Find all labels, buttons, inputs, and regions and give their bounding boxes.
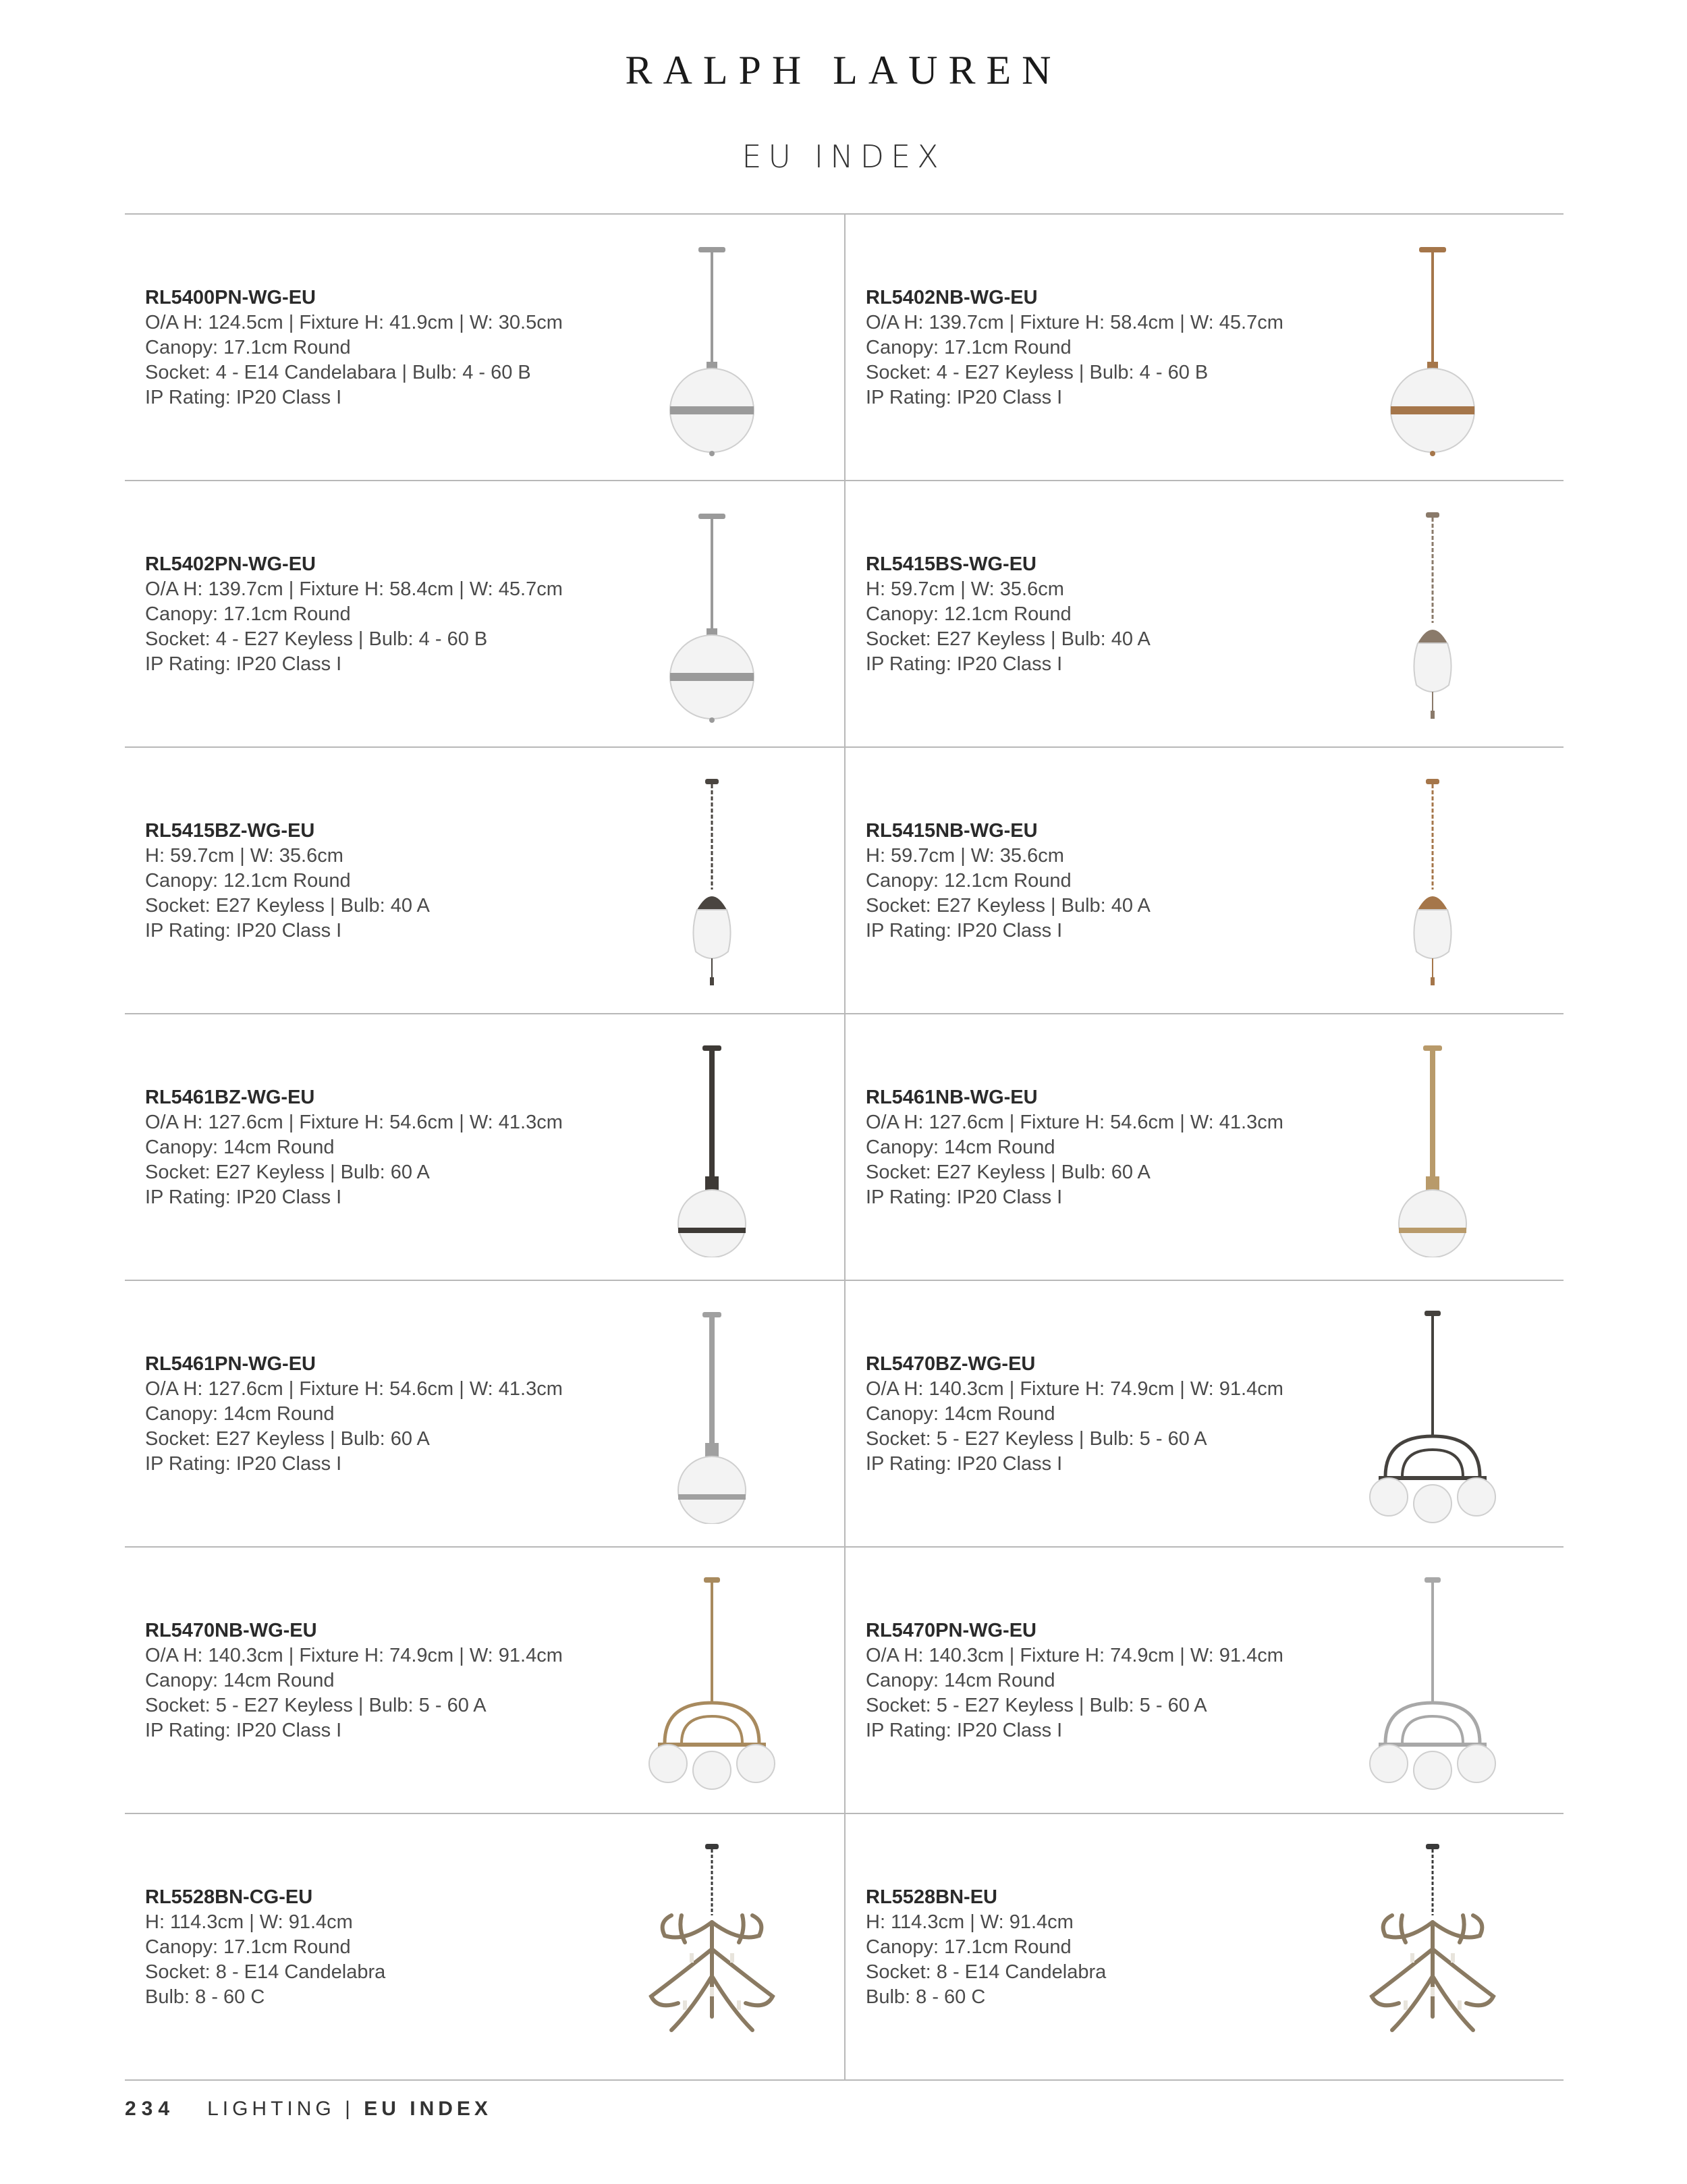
product-grid — [125, 213, 1564, 2080]
brand-logo: RALPH LAUREN — [625, 48, 1062, 92]
product-sku: RL5528BN-EU — [866, 1886, 997, 1908]
product-sku: RL5528BN-CG-EU — [145, 1886, 313, 1908]
product-spec — [866, 1085, 1283, 1210]
schoolhouse-pendant-icon — [1365, 775, 1500, 991]
spec-line: Socket: 5 - E27 Keyless | Bulb: 5 - 60 A — [145, 1695, 487, 1716]
schoolhouse-pendant-icon — [1365, 508, 1500, 724]
spec-line: Canopy: 14cm Round — [145, 1670, 335, 1691]
spec-line: IP Rating: IP20 Class I — [866, 1453, 1063, 1475]
spec-line: O/A H: 139.7cm | Fixture H: 58.4cm | W: 45.7cm — [866, 312, 1283, 333]
product-cell — [125, 215, 844, 480]
spec-line: Canopy: 14cm Round — [866, 1670, 1055, 1691]
antler-chandelier-icon — [644, 1841, 779, 2057]
product-cell — [846, 748, 1565, 1013]
spec-line: Canopy: 17.1cm Round — [866, 1936, 1072, 1958]
product-cell — [125, 1814, 844, 2079]
product-cell — [125, 1014, 844, 1280]
spec-line: Canopy: 17.1cm Round — [866, 337, 1072, 358]
product-sku: RL5415BS-WG-EU — [866, 553, 1036, 575]
spec-line: IP Rating: IP20 Class I — [866, 920, 1063, 941]
spec-line: H: 59.7cm | W: 35.6cm — [866, 845, 1064, 867]
spec-line: IP Rating: IP20 Class I — [145, 653, 342, 675]
product-cell — [125, 481, 844, 746]
spec-line: IP Rating: IP20 Class I — [866, 1186, 1063, 1208]
chandelier-icon — [1365, 1575, 1500, 1791]
spec-line: Socket: E27 Keyless | Bulb: 60 A — [145, 1428, 430, 1450]
spec-line: Socket: 5 - E27 Keyless | Bulb: 5 - 60 A — [866, 1695, 1207, 1716]
spec-line: IP Rating: IP20 Class I — [145, 1720, 342, 1741]
product-spec — [145, 1885, 385, 2010]
product-sku: RL5461PN-WG-EU — [145, 1353, 316, 1375]
chandelier-icon — [644, 1575, 779, 1791]
product-spec — [866, 552, 1151, 677]
rod-globe-pendant-icon — [1365, 1041, 1500, 1257]
spec-line: Socket: 4 - E14 Candelabara | Bulb: 4 - 60 B — [145, 362, 531, 383]
product-spec — [145, 1085, 563, 1210]
product-spec — [866, 819, 1151, 944]
spec-line: Canopy: 12.1cm Round — [866, 603, 1072, 625]
spec-line: O/A H: 140.3cm | Fixture H: 74.9cm | W: 91.4cm — [145, 1645, 563, 1666]
spec-line: Socket: E27 Keyless | Bulb: 60 A — [145, 1162, 430, 1183]
spec-line: O/A H: 124.5cm | Fixture H: 41.9cm | W: 30.5cm — [145, 312, 563, 333]
spec-line: H: 114.3cm | W: 91.4cm — [866, 1911, 1074, 1933]
product-spec — [145, 1618, 563, 1743]
spec-line: Socket: 8 - E14 Candelabra — [145, 1961, 386, 1983]
rod-globe-pendant-icon — [644, 1308, 779, 1524]
product-sku: RL5470NB-WG-EU — [145, 1620, 317, 1641]
spec-line: Canopy: 14cm Round — [866, 1137, 1055, 1158]
product-sku: RL5415NB-WG-EU — [866, 820, 1038, 842]
product-spec — [866, 1618, 1283, 1743]
product-sku: RL5470BZ-WG-EU — [866, 1353, 1036, 1375]
spec-line: H: 59.7cm | W: 35.6cm — [145, 845, 343, 867]
spec-line: IP Rating: IP20 Class I — [145, 1186, 342, 1208]
spec-line: IP Rating: IP20 Class I — [866, 1720, 1063, 1741]
product-cell — [846, 1014, 1565, 1280]
spec-line: Canopy: 12.1cm Round — [866, 870, 1072, 892]
spec-line: Socket: 8 - E14 Candelabra — [866, 1961, 1107, 1983]
product-sku: RL5400PN-WG-EU — [145, 287, 316, 308]
product-cell — [846, 1814, 1565, 2079]
globe-pendant-icon — [1365, 242, 1500, 458]
spec-line: IP Rating: IP20 Class I — [866, 387, 1063, 408]
product-sku: RL5415BZ-WG-EU — [145, 820, 315, 842]
spec-line: Canopy: 14cm Round — [145, 1137, 335, 1158]
spec-line: Canopy: 12.1cm Round — [145, 870, 351, 892]
product-spec — [145, 1352, 563, 1477]
spec-line: O/A H: 140.3cm | Fixture H: 74.9cm | W: 91.4cm — [866, 1645, 1283, 1666]
antler-chandelier-icon — [1365, 1841, 1500, 2057]
spec-line: Canopy: 14cm Round — [866, 1403, 1055, 1425]
spec-line: O/A H: 139.7cm | Fixture H: 58.4cm | W: 45.7cm — [145, 578, 563, 600]
product-sku: RL5461BZ-WG-EU — [145, 1087, 315, 1108]
product-spec — [866, 1352, 1283, 1477]
product-cell — [846, 481, 1565, 746]
schoolhouse-pendant-icon — [644, 775, 779, 991]
spec-line: Bulb: 8 - 60 C — [145, 1986, 265, 2008]
spec-line: Canopy: 14cm Round — [145, 1403, 335, 1425]
spec-line: Socket: E27 Keyless | Bulb: 40 A — [866, 628, 1151, 650]
spec-line: Bulb: 8 - 60 C — [866, 1986, 986, 2008]
spec-line: Canopy: 17.1cm Round — [145, 603, 351, 625]
spec-line: H: 114.3cm | W: 91.4cm — [145, 1911, 353, 1933]
spec-line: Socket: E27 Keyless | Bulb: 40 A — [866, 895, 1151, 917]
spec-line: IP Rating: IP20 Class I — [145, 387, 342, 408]
spec-line: Socket: E27 Keyless | Bulb: 60 A — [866, 1162, 1151, 1183]
spec-line: Socket: 4 - E27 Keyless | Bulb: 4 - 60 B — [866, 362, 1209, 383]
product-cell — [125, 748, 844, 1013]
spec-line: Canopy: 17.1cm Round — [145, 1936, 351, 1958]
page-footer — [125, 2098, 492, 2121]
spec-line: Socket: E27 Keyless | Bulb: 40 A — [145, 895, 430, 917]
product-sku: RL5461NB-WG-EU — [866, 1087, 1038, 1108]
footer-section: LIGHTING — [207, 2098, 335, 2120]
product-cell — [846, 215, 1565, 480]
footer-subsection: EU INDEX — [364, 2098, 492, 2120]
product-sku: RL5402NB-WG-EU — [866, 287, 1038, 308]
chandelier-icon — [1365, 1308, 1500, 1524]
rod-globe-pendant-icon — [644, 1041, 779, 1257]
product-cell — [846, 1548, 1565, 1813]
spec-line: IP Rating: IP20 Class I — [145, 920, 342, 941]
product-cell — [125, 1548, 844, 1813]
page-title: EU INDEX — [742, 138, 945, 175]
product-cell — [846, 1281, 1565, 1546]
spec-line: Canopy: 17.1cm Round — [145, 337, 351, 358]
product-spec — [145, 285, 563, 410]
column-divider — [844, 215, 846, 2080]
spec-line: Socket: 5 - E27 Keyless | Bulb: 5 - 60 A — [866, 1428, 1207, 1450]
spec-line: H: 59.7cm | W: 35.6cm — [866, 578, 1064, 600]
product-spec — [145, 819, 430, 944]
globe-pendant-icon — [644, 242, 779, 458]
spec-line: O/A H: 127.6cm | Fixture H: 54.6cm | W: 41.3cm — [145, 1378, 563, 1400]
product-spec — [866, 285, 1283, 410]
spec-line: Socket: 4 - E27 Keyless | Bulb: 4 - 60 B — [145, 628, 488, 650]
footer-separator: | — [345, 2098, 354, 2120]
spec-line: O/A H: 127.6cm | Fixture H: 54.6cm | W: 41.3cm — [866, 1112, 1283, 1133]
product-cell — [125, 1281, 844, 1546]
spec-line: IP Rating: IP20 Class I — [145, 1453, 342, 1475]
spec-line: O/A H: 140.3cm | Fixture H: 74.9cm | W: 91.4cm — [866, 1378, 1283, 1400]
globe-pendant-icon — [644, 508, 779, 724]
page-number: 234 — [125, 2098, 175, 2120]
product-spec — [145, 552, 563, 677]
product-spec — [866, 1885, 1106, 2010]
spec-line: IP Rating: IP20 Class I — [866, 653, 1063, 675]
product-sku: RL5402PN-WG-EU — [145, 553, 316, 575]
spec-line: O/A H: 127.6cm | Fixture H: 54.6cm | W: 41.3cm — [145, 1112, 563, 1133]
product-sku: RL5470PN-WG-EU — [866, 1620, 1036, 1641]
